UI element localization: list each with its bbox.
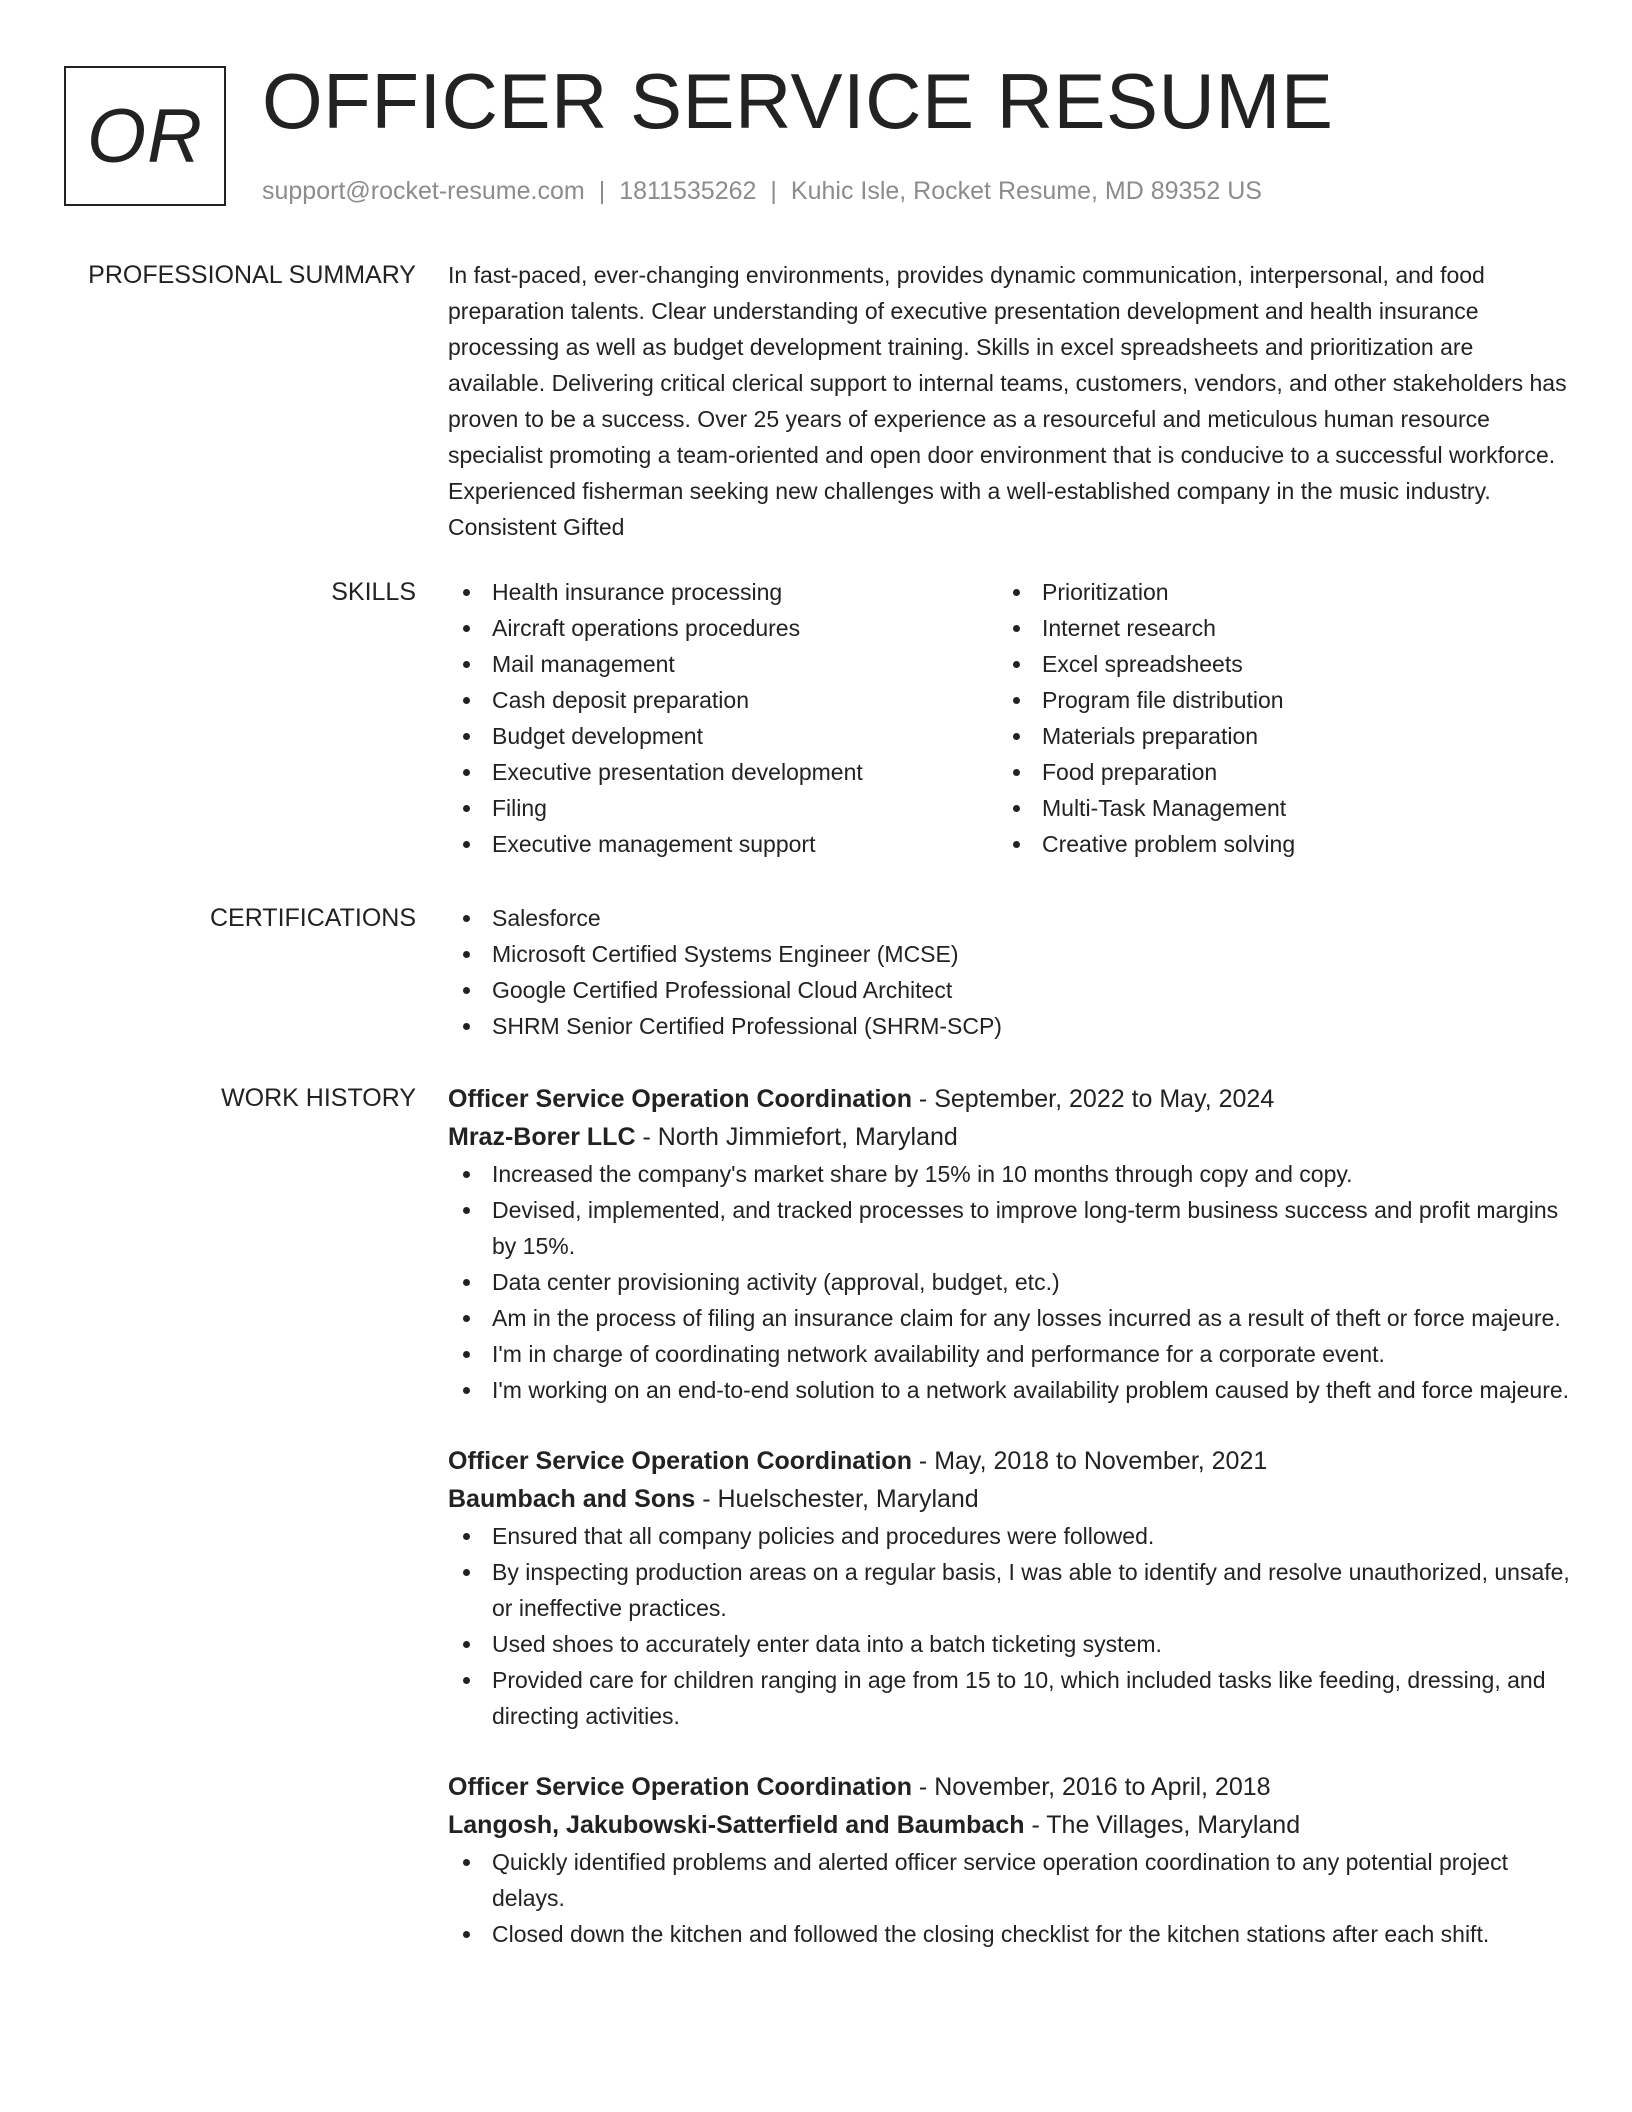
contact-phone: 1811535262	[619, 177, 757, 205]
job-title-line: Officer Service Operation Coordination - May, 2018 to November, 2021	[448, 1447, 1268, 1475]
job-dates: May, 2018 to November, 2021	[934, 1447, 1268, 1475]
resume-title: OFFICER SERVICE RESUME	[262, 57, 1334, 145]
summary-body	[448, 257, 1572, 545]
job-bullet: I'm in charge of coordinating network availability and performance for a corporate event.	[448, 1336, 1572, 1372]
job-title: Officer Service Operation Coordination	[448, 1085, 912, 1113]
job-bullet: By inspecting production areas on a regular basis, I was able to identify and resolve unauthorized, unsafe, or ineffective practices.	[448, 1554, 1572, 1626]
work-history-label: WORK HISTORY	[221, 1084, 416, 1112]
skill-item: Budget development	[448, 718, 998, 754]
skill-item: Aircraft operations procedures	[448, 610, 998, 646]
job-title-line: Officer Service Operation Coordination - September, 2022 to May, 2024	[448, 1085, 1275, 1113]
job-bullet: Data center provisioning activity (approval, budget, etc.)	[448, 1264, 1572, 1300]
job-title: Officer Service Operation Coordination	[448, 1447, 912, 1475]
job-company-line: Mraz-Borer LLC - North Jimmiefort, Maryland	[448, 1123, 958, 1151]
job-location: Huelschester, Maryland	[717, 1485, 979, 1513]
summary-label: PROFESSIONAL SUMMARY	[88, 261, 416, 289]
skill-item: Mail management	[448, 646, 998, 682]
work-history-body	[448, 1080, 1572, 1986]
job-bullet: Closed down the kitchen and followed the closing checklist for the kitchen stations after each shift.	[448, 1916, 1572, 1952]
job-bullets	[448, 1844, 1572, 1952]
certifications-list	[448, 900, 1572, 1044]
certifications-body	[448, 900, 1572, 1044]
skill-item: Executive management support	[448, 826, 998, 862]
job-dates: November, 2016 to April, 2018	[934, 1773, 1271, 1801]
contact-email: support@rocket-resume.com	[262, 177, 585, 205]
job-company: Baumbach and Sons	[448, 1485, 696, 1513]
job-entry	[448, 1442, 1572, 1734]
job-bullets	[448, 1518, 1572, 1734]
skills-body	[448, 574, 1572, 862]
skill-item: Program file distribution	[998, 682, 1548, 718]
job-bullet: Increased the company's market share by 15% in 10 months through copy and copy.	[448, 1156, 1572, 1192]
job-bullet: Devised, implemented, and tracked processes to improve long-term business success and profit margins by 15%.	[448, 1192, 1572, 1264]
skill-item: Prioritization	[998, 574, 1548, 610]
job-dates: September, 2022 to May, 2024	[934, 1085, 1275, 1113]
job-location: North Jimmiefort, Maryland	[657, 1123, 958, 1151]
job-bullet: Ensured that all company policies and procedures were followed.	[448, 1518, 1572, 1554]
skills-columns	[448, 574, 1572, 862]
skills-list-left	[448, 574, 998, 862]
skill-item: Internet research	[998, 610, 1548, 646]
job-title: Officer Service Operation Coordination	[448, 1773, 912, 1801]
job-company-line: Baumbach and Sons - Huelschester, Maryland	[448, 1485, 979, 1513]
certification-item: SHRM Senior Certified Professional (SHRM-SCP)	[448, 1008, 1572, 1044]
skill-item: Materials preparation	[998, 718, 1548, 754]
certification-item: Google Certified Professional Cloud Architect	[448, 972, 1572, 1008]
job-bullet: Quickly identified problems and alerted officer service operation coordination to any potential project delays.	[448, 1844, 1572, 1916]
skills-list-right	[998, 574, 1548, 862]
job-company: Langosh, Jakubowski-Satterfield and Baumbach	[448, 1811, 1025, 1839]
skill-item: Filing	[448, 790, 998, 826]
monogram-logo: OR	[64, 66, 226, 206]
job-bullet: Used shoes to accurately enter data into a batch ticketing system.	[448, 1626, 1572, 1662]
skill-item: Multi-Task Management	[998, 790, 1548, 826]
skill-item: Executive presentation development	[448, 754, 998, 790]
skills-label: SKILLS	[331, 578, 416, 606]
contact-separator: |	[770, 177, 777, 205]
job-bullet: Am in the process of filing an insurance claim for any losses incurred as a result of theft or force majeure.	[448, 1300, 1572, 1336]
certification-item: Salesforce	[448, 900, 1572, 936]
contact-line	[262, 174, 1262, 208]
job-company: Mraz-Borer LLC	[448, 1123, 636, 1151]
skill-item: Health insurance processing	[448, 574, 998, 610]
job-title-line: Officer Service Operation Coordination - November, 2016 to April, 2018	[448, 1773, 1271, 1801]
skill-item: Food preparation	[998, 754, 1548, 790]
job-bullet: Provided care for children ranging in age from 15 to 10, which included tasks like feeding, dressing, and directing activities.	[448, 1662, 1572, 1734]
certification-item: Microsoft Certified Systems Engineer (MCSE)	[448, 936, 1572, 972]
certifications-label: CERTIFICATIONS	[209, 904, 416, 932]
skill-item: Cash deposit preparation	[448, 682, 998, 718]
job-entry	[448, 1768, 1572, 1952]
summary-text: In fast-paced, ever-changing environments, provides dynamic communication, interpersonal, and food preparation talents. Clear understanding of executive presentation development and health insurance processing as well as budget development training. Skills in excel spreadsheets and prioritization are available. Delivering critical clerical support to internal teams, customers, vendors, and other stakeholders has proven to be a success. Over 25 years of experience as a resourceful and meticulous human resource specialist promoting a team-oriented and open door environment that is conducive to a successful workforce. Experienced fisherman seeking new challenges with a well-established company in the music industry. Consistent Gifted	[448, 262, 1567, 540]
job-company-line: Langosh, Jakubowski-Satterfield and Baumbach - The Villages, Maryland	[448, 1811, 1301, 1839]
job-bullet: I'm working on an end-to-end solution to a network availability problem caused by theft and force majeure.	[448, 1372, 1572, 1408]
skill-item: Excel spreadsheets	[998, 646, 1548, 682]
contact-separator: |	[598, 177, 606, 205]
contact-address: Kuhic Isle, Rocket Resume, MD 89352 US	[790, 177, 1262, 205]
job-bullets	[448, 1156, 1572, 1408]
skill-item: Creative problem solving	[998, 826, 1548, 862]
job-entry	[448, 1080, 1572, 1408]
job-location: The Villages, Maryland	[1046, 1811, 1301, 1839]
